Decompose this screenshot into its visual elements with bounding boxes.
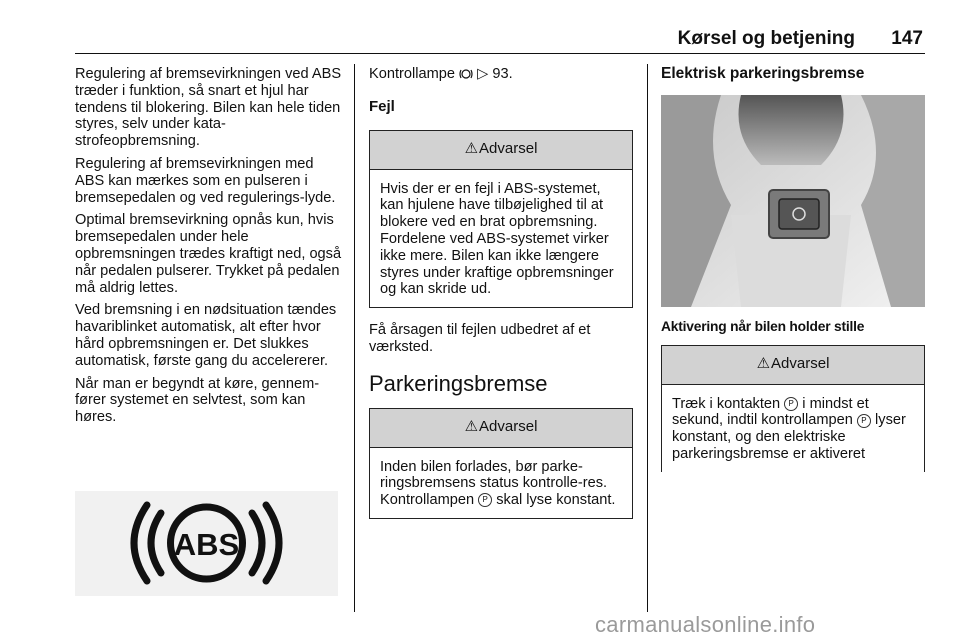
warning-box-1 [369, 130, 633, 309]
warning-title: Advarsel [479, 418, 538, 436]
section-title: Kørsel og betjening [677, 28, 855, 49]
column-3 [661, 66, 925, 472]
column-2 [369, 66, 633, 519]
page-ref-text: 93. [492, 66, 513, 82]
warning-header [370, 409, 632, 448]
warning-text: i mindst et sekund, indtil kontrollampen [672, 395, 869, 429]
warning-triangle-icon: ⚠ [464, 140, 479, 158]
warning-box-2 [369, 408, 633, 519]
warning-header [370, 131, 632, 170]
warning-body: Hvis der er en fejl i ABS-systemet, kan hjulene have tilbøjelighed til at blokere ved en brat opbremsning. Fordelene ved ABS-systemet virker ikke mere. Bilen kan ikke længere styres under kraftige opbremsninger og kan skride ud. [380, 180, 614, 298]
page-ref-icon: ▷ [477, 66, 489, 82]
column-1 [75, 66, 345, 432]
warning-box-3 [661, 345, 925, 472]
abs-label: ABS [173, 527, 240, 562]
column-divider-1 [354, 64, 355, 612]
paragraph: Regulering af bremsevirkningen med ABS kan mærkes som en pulseren i bremsepedalen og ved regulerings-lyde. [75, 155, 336, 206]
warning-body [662, 385, 924, 472]
warning-title: Advarsel [479, 140, 538, 158]
paragraph: Når man er begyndt at køre, gennem-fører systemet en selvtest, som kan høres. [75, 375, 320, 426]
epb-heading: Elektrisk parkeringsbremse [661, 65, 865, 82]
warning-text: lyser konstant, og den elektriske parkeringsbremse er aktiveret [672, 412, 906, 462]
header-rule [75, 53, 925, 54]
after-warning-text: Få årsagen til fejlen udbedret af et værksted. [369, 322, 591, 355]
page-number: 147 [891, 28, 923, 49]
paragraph: Optimal bremsevirkning opnås kun, hvis bremsepedalen under hele opbremsningen trædes kraftigt ned, også når pedalen pulserer. Trykket på pedalen må aldrig lettes. [75, 212, 342, 296]
warning-title: Advarsel [771, 355, 830, 373]
warning-text: Inden bilen forlades, bør parke-ringsbremsens status kontrolle-res. Kontrollampen [380, 458, 608, 509]
parking-lamp-icon: P [478, 493, 492, 507]
parking-switch-icon: P [784, 397, 798, 411]
fejl-heading: Fejl [369, 97, 395, 115]
abs-lamp-icon [75, 491, 338, 596]
warning-triangle-icon: ⚠ [756, 355, 771, 373]
parking-lamp-icon: P [857, 414, 871, 428]
watermark: carmanualsonline.info [595, 612, 816, 637]
kontrollampe-text: Kontrollampe [369, 66, 455, 82]
warning-body [370, 448, 632, 518]
parking-brake-switch-photo [661, 95, 925, 307]
warning-text: skal lyse konstant. [496, 492, 616, 509]
warning-triangle-icon: ⚠ [464, 418, 479, 436]
column-divider-2 [647, 64, 648, 612]
abs-lamp-illustration [75, 491, 338, 596]
page-header [75, 28, 925, 50]
paragraph: Ved bremsning i en nødsituation tændes havariblinket automatisk, alt efter hvor hård opbremsningen er. Det slukkes automatisk, første gang du accelererer. [75, 302, 337, 369]
abs-lamp-small-icon [459, 68, 473, 80]
parkeringsbremse-heading: Parkeringsbremse [369, 370, 548, 396]
aktivering-heading: Aktivering når bilen holder stille [661, 318, 865, 334]
kontrollampe-line [369, 66, 633, 83]
warning-header [662, 346, 924, 385]
paragraph: Regulering af bremsevirkningen ved ABS træder i funktion, så snart et hjul har tendens til blokering. Bilen kan hele tiden styres, selv under kata-strofeopbremsning. [75, 66, 342, 150]
warning-text: Træk i kontakten [672, 395, 781, 412]
